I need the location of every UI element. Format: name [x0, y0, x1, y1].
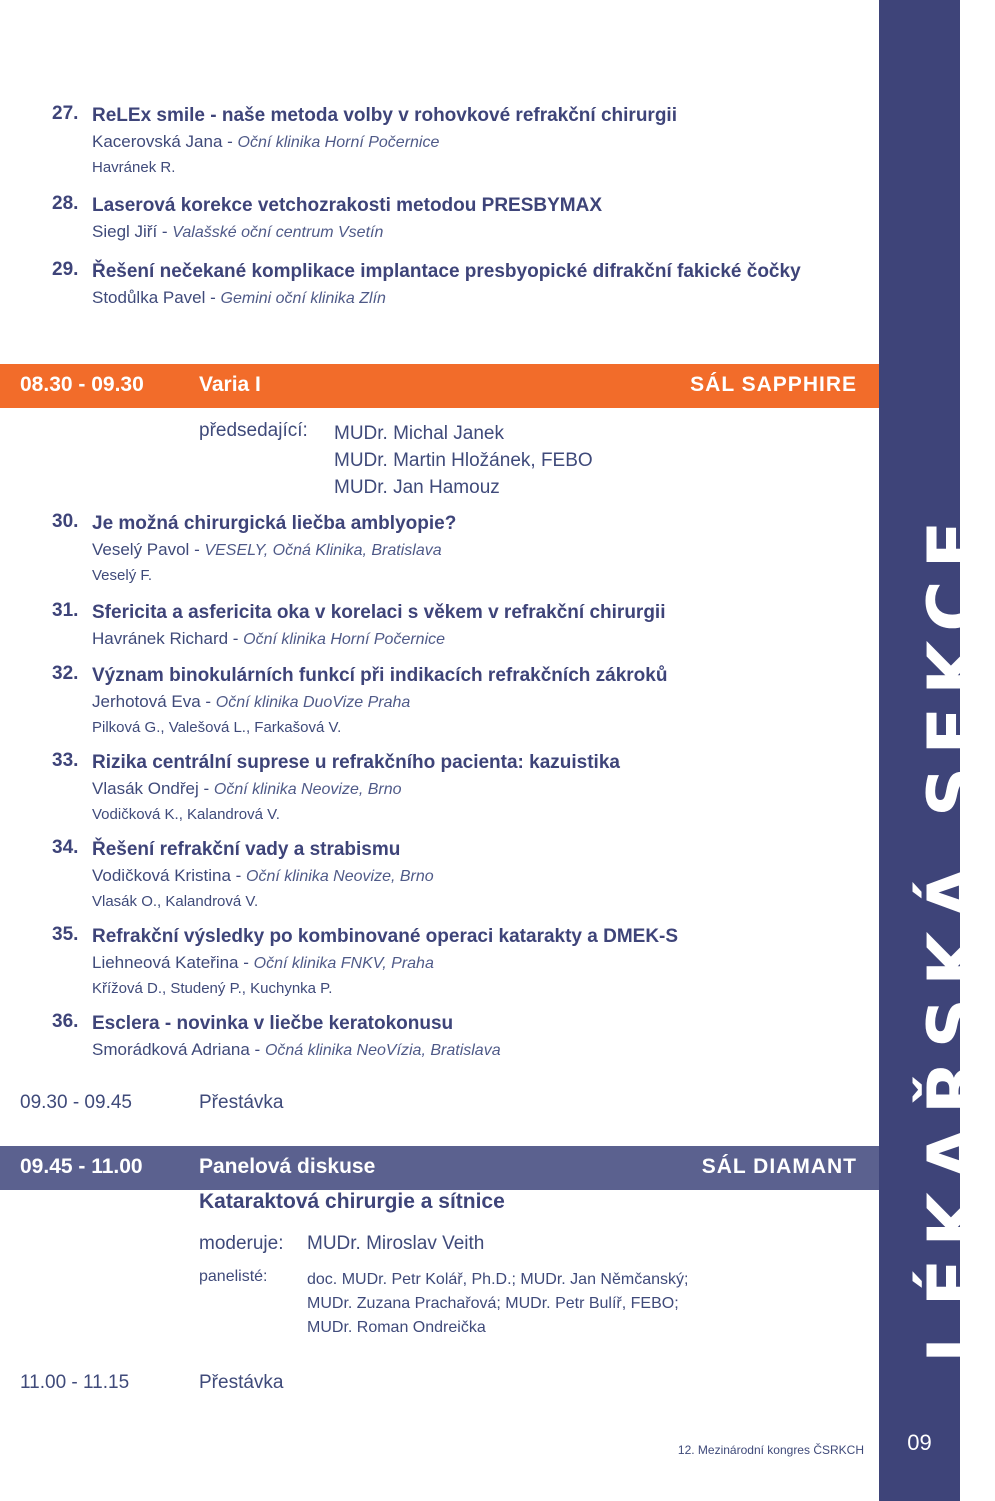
session-room: SÁL SAPPHIRE: [690, 373, 857, 396]
item-title: Řešení nečekané komplikace implantace presbyopické difrakční fakické čočky: [92, 261, 801, 282]
item-institution: Oční klinika Neovize, Brno: [246, 868, 434, 885]
chair-name: MUDr. Michal Janek: [334, 423, 504, 444]
item-institution: Očná klinika NeoVízia, Bratislava: [264, 1042, 501, 1059]
item-institution: Oční klinika DuoVize Praha: [215, 694, 411, 711]
panelists-label: panelisté:: [199, 1268, 268, 1285]
item-author: Kacerovská Jana: [92, 132, 223, 151]
panelists-line: MUDr. Zuzana Prachařová; MUDr. Petr Bulíř, FEBO;: [307, 1295, 679, 1312]
item-number: 30.: [52, 511, 79, 532]
program-item-27: [52, 103, 872, 180]
item-author: Liehneová Kateřina: [92, 953, 239, 972]
section-vertical-title: LÉKAŘSKÁ SEKCE: [913, 508, 995, 1363]
item-author: Siegl Jiří: [92, 222, 158, 241]
panelists-line: MUDr. Roman Ondreička: [307, 1319, 486, 1336]
chair-name: MUDr. Jan Hamouz: [334, 477, 500, 498]
item-author: Jerhotová Eva: [92, 692, 201, 711]
item-author: Vlasák Ondřej: [92, 779, 199, 798]
item-institution: Oční klinika Horní Počernice: [237, 134, 440, 151]
item-author-line: Smorádková Adriana - Očná klinika NeoVízia, Bratislava: [92, 1040, 501, 1059]
session-name: Panelová diskuse: [199, 1155, 376, 1178]
item-title: Řešení refrakční vady a strabismu: [92, 839, 401, 860]
break-row: [20, 1092, 284, 1114]
item-coauthors: Veselý F.: [92, 567, 153, 584]
session-bar-varia: [0, 364, 879, 408]
item-institution: Oční klinika Horní Počernice: [243, 631, 446, 648]
program-item-34: [52, 837, 872, 914]
item-number: 28.: [52, 193, 79, 214]
program-item-30: [52, 511, 872, 588]
item-title: Esclera - novinka v liečbe keratokonusu: [92, 1013, 454, 1034]
item-author-line: Stodůlka Pavel - Gemini oční klinika Zlín: [92, 288, 386, 307]
item-number: 29.: [52, 259, 79, 280]
item-author: Vodičková Kristina: [92, 866, 231, 885]
session-bar-panel: [0, 1146, 879, 1190]
program-item-33: [52, 750, 872, 827]
item-author: Stodůlka Pavel: [92, 288, 206, 307]
program-item-32: [52, 663, 872, 740]
chair-name: MUDr. Martin Hložánek, FEBO: [334, 450, 593, 471]
session-name: Varia I: [199, 373, 261, 396]
item-coauthors: Pilková G., Valešová L., Farkašová V.: [92, 719, 342, 736]
moderator-label: moderuje:: [199, 1233, 284, 1254]
break-time: 09.30 - 09.45: [20, 1092, 132, 1113]
session-time: 08.30 - 09.30: [20, 373, 144, 396]
item-author-line: Kacerovská Jana - Oční klinika Horní Počernice: [92, 132, 440, 151]
item-coauthors: Havránek R.: [92, 159, 176, 176]
item-author: Veselý Pavol: [92, 540, 190, 559]
item-author-line: Vodičková Kristina - Oční klinika Neovize, Brno: [92, 866, 434, 885]
item-number: 36.: [52, 1011, 79, 1032]
item-number: 34.: [52, 837, 79, 858]
item-institution: Oční klinika FNKV, Praha: [253, 955, 434, 972]
item-title: Význam binokulárních funkcí při indikacích refrakčních zákroků: [92, 665, 668, 686]
page-number: 09: [907, 1430, 932, 1455]
item-coauthors: Křížová D., Studený P., Kuchynka P.: [92, 980, 333, 997]
item-title: ReLEx smile - naše metoda volby v rohovkové refrakční chirurgii: [92, 105, 677, 126]
item-title: Refrakční výsledky po kombinované operaci katarakty a DMEK-S: [92, 926, 679, 947]
item-author-line: Jerhotová Eva - Oční klinika DuoVize Praha: [92, 692, 411, 711]
program-item-36: [52, 1011, 872, 1064]
break-label: Přestávka: [199, 1092, 284, 1113]
item-number: 27.: [52, 103, 79, 124]
item-coauthors: Vodičková K., Kalandrová V.: [92, 806, 280, 823]
moderator-row: [199, 1233, 485, 1255]
item-author: Smorádková Adriana: [92, 1040, 250, 1059]
item-number: 33.: [52, 750, 79, 771]
program-item-28: [52, 193, 872, 246]
item-number: 32.: [52, 663, 79, 684]
moderator-name: MUDr. Miroslav Veith: [307, 1233, 485, 1254]
item-title: Rizika centrální suprese u refrakčního pacienta: kazuistika: [92, 752, 620, 773]
item-institution: VESELY, Očná Klinika, Bratislava: [204, 542, 442, 559]
chairs-label: předsedající:: [199, 420, 308, 441]
session-subtitle: Kataraktová chirurgie a sítnice: [199, 1190, 505, 1213]
item-author-line: Liehneová Kateřina - Oční klinika FNKV, Praha: [92, 953, 434, 972]
panelists-line: doc. MUDr. Petr Kolář, Ph.D.; MUDr. Jan Němčanský;: [307, 1271, 689, 1288]
session-time: 09.45 - 11.00: [20, 1155, 143, 1178]
item-author: Havránek Richard: [92, 629, 229, 648]
item-number: 31.: [52, 600, 79, 621]
item-title: Laserová korekce vetchozrakosti metodou PRESBYMAX: [92, 195, 603, 216]
session-room: SÁL DIAMANT: [701, 1155, 857, 1178]
item-title: Sfericita a asfericita oka v korelaci s věkem v refrakční chirurgii: [92, 602, 666, 623]
program-item-31: [52, 600, 872, 653]
item-author-line: Veselý Pavol - VESELY, Očná Klinika, Bratislava: [92, 540, 442, 559]
break-time: 11.00 - 11.15: [20, 1372, 130, 1393]
item-title: Je možná chirurgická liečba amblyopie?: [92, 513, 457, 534]
item-coauthors: Vlasák O., Kalandrová V.: [92, 893, 259, 910]
break-label: Přestávka: [199, 1372, 284, 1393]
break-row: [20, 1372, 284, 1394]
item-author-line: Havránek Richard - Oční klinika Horní Počernice: [92, 629, 446, 648]
item-institution: Oční klinika Neovize, Brno: [213, 781, 402, 798]
item-author-line: Vlasák Ondřej - Oční klinika Neovize, Brno: [92, 779, 402, 798]
program-item-35: [52, 924, 872, 1001]
item-author-line: Siegl Jiří - Valašské oční centrum Vsetín: [92, 222, 384, 241]
program-item-29: [52, 259, 872, 312]
item-institution: Gemini oční klinika Zlín: [220, 290, 386, 307]
item-number: 35.: [52, 924, 79, 945]
footer-text: 12. Mezinárodní kongres ČSRKCH: [677, 1443, 864, 1457]
item-institution: Valašské oční centrum Vsetín: [172, 224, 384, 241]
